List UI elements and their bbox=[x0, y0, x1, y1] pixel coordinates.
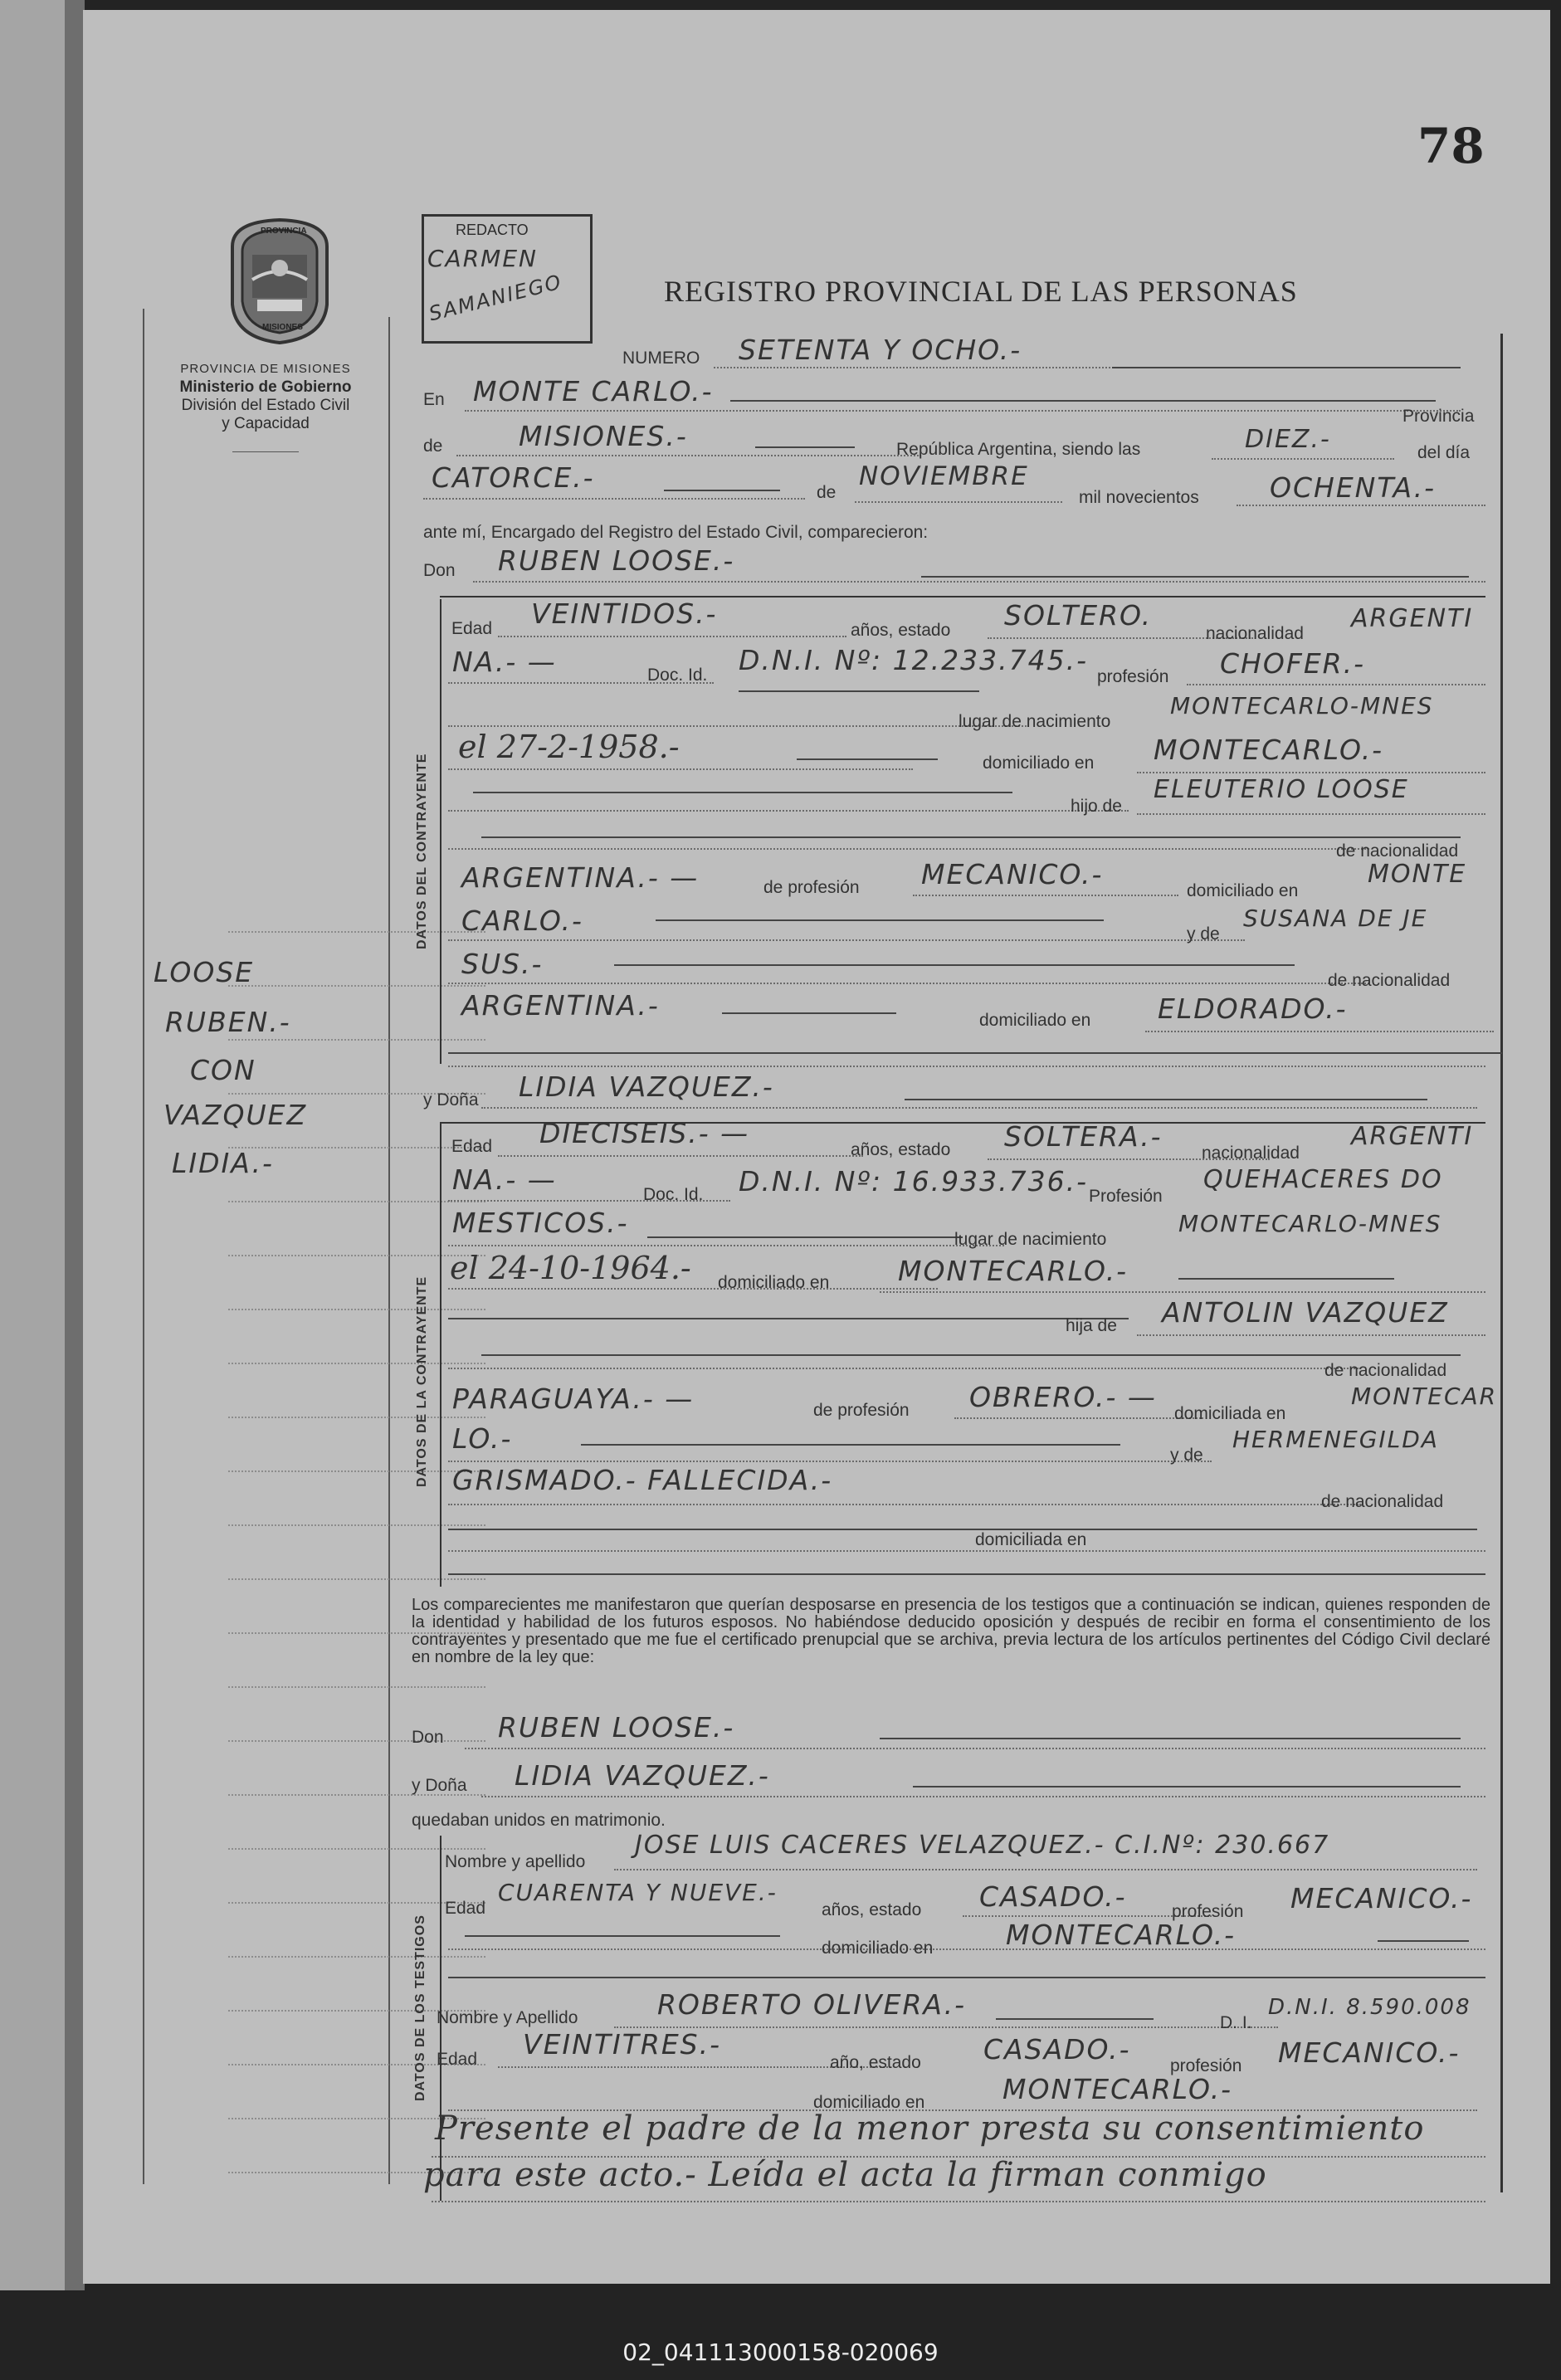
contrayente-f-section-label: DATOS DE LA CONTRAYENTE bbox=[415, 1275, 429, 1487]
sidebar-right-rule bbox=[388, 317, 390, 2184]
redactado-stamp bbox=[422, 214, 593, 344]
t1-dom-value: MONTECARLO.- bbox=[1006, 1919, 1237, 1951]
f-lugar-nac-value: MONTECARLO-MNES bbox=[1178, 1210, 1442, 1237]
f-edad-value: DIECISEIS.- — bbox=[539, 1117, 750, 1149]
dia-value: CATORCE.- bbox=[432, 461, 595, 494]
t2-edad-value: VEINTITRES.- bbox=[523, 2028, 722, 2061]
f-padre-value: ANTOLIN VAZQUEZ bbox=[1162, 1296, 1449, 1329]
f-y-de-label: y de bbox=[1170, 1446, 1203, 1465]
f-nacionalidad-value-2: NA.- — bbox=[452, 1163, 557, 1196]
c-y-de-label: y de bbox=[1187, 924, 1220, 944]
c-doc-value: D.N.I. Nº: 12.233.745.- bbox=[739, 644, 1088, 676]
margin-note-line-5: LIDIA.- bbox=[172, 1147, 274, 1179]
f-padre-dom-value-2: LO.- bbox=[452, 1422, 513, 1455]
margin-note-line-3: CON bbox=[190, 1054, 256, 1086]
f-estado-label: años, estado bbox=[851, 1140, 951, 1159]
t2-estado-value: CASADO.- bbox=[983, 2033, 1131, 2065]
t2-nombre-label: Nombre y Apellido bbox=[437, 2008, 578, 2027]
c-padre-prof-value: MECANICO.- bbox=[921, 858, 1104, 890]
decl-don-value: RUBEN LOOSE.- bbox=[498, 1711, 735, 1744]
c-madre-value-2: SUS.- bbox=[461, 948, 544, 980]
f-profesion-value-1: QUEHACERES DO bbox=[1203, 1165, 1443, 1194]
en-value: MONTE CARLO.- bbox=[473, 375, 714, 407]
contrayente-f-rule bbox=[440, 1122, 441, 1587]
sidebar-ruling bbox=[228, 931, 485, 933]
t2-prof-value: MECANICO.- bbox=[1278, 2036, 1461, 2069]
decl-unidos: quedaban unidos en matrimonio. bbox=[412, 1811, 666, 1830]
contrayente-rule bbox=[440, 599, 441, 1064]
f-estado-value: SOLTERA.- bbox=[1004, 1120, 1163, 1153]
t2-estado-label: año, estado bbox=[830, 2053, 921, 2072]
provincia-label: Provincia bbox=[1402, 407, 1475, 426]
c-padre-nac-value: ARGENTINA.- — bbox=[461, 861, 700, 894]
c-edad-label: Edad bbox=[451, 619, 493, 638]
t1-dom-label: domiciliado en bbox=[822, 1939, 934, 1958]
c-padre-prof-label: de profesión bbox=[763, 878, 860, 897]
closing-line-1: Presente el padre de la menor presta su consentimiento bbox=[435, 2109, 1425, 2148]
del-dia-label: del día bbox=[1417, 443, 1471, 462]
t2-dom-label: domiciliado en bbox=[813, 2093, 925, 2112]
c-lugar-nac-label: lugar de nacimiento bbox=[959, 712, 1111, 731]
f-padre-dom-label: domiciliada en bbox=[1174, 1404, 1286, 1423]
document-title: REGISTRO PROVINCIAL DE LAS PERSONAS bbox=[664, 275, 1298, 308]
c-profesion-value: CHOFER.- bbox=[1220, 647, 1365, 680]
numero-value: SETENTA Y OCHO.- bbox=[739, 334, 1022, 366]
f-madre-value-2: GRISMADO.- FALLECIDA.- bbox=[452, 1464, 833, 1496]
c-domicilio-label: domiciliado en bbox=[983, 754, 1095, 773]
f-edad-label: Edad bbox=[451, 1137, 493, 1156]
t1-nombre-label: Nombre y apellido bbox=[445, 1852, 586, 1871]
don-value: RUBEN LOOSE.- bbox=[498, 544, 735, 577]
de-label: de bbox=[423, 436, 443, 456]
t1-estado-value: CASADO.- bbox=[979, 1880, 1127, 1913]
f-madre-dom-label: domiciliada en bbox=[975, 1530, 1087, 1549]
c-edad-value: VEINTIDOS.- bbox=[531, 597, 718, 630]
dona-value: LIDIA VAZQUEZ.- bbox=[519, 1071, 774, 1103]
f-lugar-nac-label: lugar de nacimiento bbox=[954, 1230, 1107, 1249]
en-label: En bbox=[423, 390, 445, 409]
t2-doc-label: D. I. bbox=[1220, 2013, 1252, 2032]
c-madre-dom-value: ELDORADO.- bbox=[1158, 992, 1348, 1025]
c-lugar-nac-value: MONTECARLO-MNES bbox=[1170, 692, 1434, 719]
ministry-capacity: y Capacidad bbox=[222, 415, 310, 432]
seal-bottom-text: MISIONES bbox=[262, 323, 303, 332]
t1-nombre-value: JOSE LUIS CACERES VELAZQUEZ.- C.I.Nº: 230.667 bbox=[635, 1831, 1330, 1860]
c-profesion-label: profesión bbox=[1097, 667, 1169, 686]
c-madre-nac-value: ARGENTINA.- bbox=[461, 989, 660, 1022]
f-hija-label: hija de bbox=[1066, 1316, 1117, 1335]
f-madre-nac-label: de nacionalidad bbox=[1321, 1492, 1444, 1511]
f-padre-prof-value: OBRERO.- — bbox=[969, 1381, 1157, 1413]
c-estado-value: SOLTERO. bbox=[1004, 599, 1153, 632]
main-right-rule bbox=[1500, 334, 1503, 2192]
margin-note-line-1: LOOSE bbox=[154, 956, 255, 988]
dona-label: y Doña bbox=[423, 1090, 479, 1110]
closing-line-2: para este acto.- Leída el acta la firman conmigo bbox=[423, 2156, 1267, 2194]
decl-don-label: Don bbox=[412, 1728, 444, 1747]
ministry-division: División del Estado Civil bbox=[181, 397, 350, 414]
t1-prof-label: profesión bbox=[1172, 1902, 1244, 1921]
f-fecha-value: el 24-10-1964.- bbox=[450, 1250, 691, 1286]
contrayente-section-label: DATOS DEL CONTRAYENTE bbox=[415, 753, 429, 949]
de-value: MISIONES.- bbox=[519, 420, 688, 452]
f-de-nac-label: de nacionalidad bbox=[1324, 1361, 1447, 1380]
ante-label: ante mí, Encargado del Registro del Estado Civil, comparecieron: bbox=[423, 523, 929, 542]
de-mes-label: de bbox=[817, 483, 837, 502]
t1-edad-value: CUARENTA Y NUEVE.- bbox=[498, 1879, 778, 1906]
t2-doc-value: D.N.I. 8.590.008 bbox=[1268, 1995, 1471, 2020]
mes-value: NOVIEMBRE bbox=[859, 461, 1029, 491]
c-padre-dom-value-1: MONTE bbox=[1368, 860, 1467, 889]
image-caption: 02_041113000158-020069 bbox=[622, 2339, 939, 2366]
binding-shadow bbox=[65, 0, 85, 2290]
c-estado-label: años, estado bbox=[851, 621, 951, 640]
t1-edad-label: Edad bbox=[445, 1899, 486, 1918]
decl-dona-label: y Doña bbox=[412, 1776, 467, 1795]
f-nacionalidad-value-1: ARGENTI bbox=[1351, 1122, 1474, 1151]
f-nacionalidad-label: nacionalidad bbox=[1202, 1144, 1300, 1163]
c-fecha-value: el 27-2-1958.- bbox=[458, 729, 680, 765]
c-nacionalidad-value-2: NA.- — bbox=[452, 646, 557, 678]
hora-value: DIEZ.- bbox=[1245, 425, 1331, 454]
redactado-name-1: CARMEN bbox=[427, 245, 538, 272]
f-padre-prof-label: de profesión bbox=[813, 1401, 910, 1420]
c-padre-value: ELEUTERIO LOOSE bbox=[1154, 775, 1409, 804]
redactado-label: REDACTO bbox=[456, 222, 529, 238]
f-padre-dom-value-1: MONTECAR bbox=[1351, 1383, 1498, 1410]
c-madre-nac-label: de nacionalidad bbox=[1328, 971, 1451, 990]
c-hijo-label: hijo de bbox=[1071, 797, 1122, 816]
testigos-section-label: DATOS DE LOS TESTIGOS bbox=[413, 1914, 427, 2101]
sidebar-left-rule bbox=[143, 309, 144, 2184]
ministry-block bbox=[133, 360, 398, 433]
c-nacionalidad-label: nacionalidad bbox=[1206, 624, 1304, 643]
t2-dom-value: MONTECARLO.- bbox=[1002, 2073, 1233, 2105]
c-de-nac-label: de nacionalidad bbox=[1336, 841, 1459, 861]
f-doc-value: D.N.I. Nº: 16.933.736.- bbox=[739, 1165, 1088, 1197]
t1-estado-label: años, estado bbox=[822, 1900, 922, 1919]
f-padre-nac-value: PARAGUAYA.- — bbox=[452, 1383, 695, 1415]
margin-note-line-2: RUBEN.- bbox=[165, 1006, 291, 1038]
c-padre-dom-label: domiciliado en bbox=[1187, 881, 1299, 900]
c-padre-dom-value-2: CARLO.- bbox=[461, 905, 583, 937]
decl-dona-value: LIDIA VAZQUEZ.- bbox=[515, 1759, 770, 1792]
f-madre-value-1: HERMENEGILDA bbox=[1232, 1426, 1439, 1453]
numero-label: NUMERO bbox=[622, 349, 700, 368]
t1-prof-value: MECANICO.- bbox=[1290, 1882, 1473, 1914]
c-madre-dom-label: domiciliado en bbox=[979, 1011, 1091, 1030]
declaration-text: Los comparecientes me manifestaron que querían desposarse en presencia de los testigos que a continuación se indican, quienes responden de la identidad y habilidad de los futuros esposos. No habiéndose deducido oposición y después de recibir en forma el consentimiento de los contrayentes y presentado que me fue el certificado prenupcial que se archiva, previa lectura de los artículos pertinentes del Código Civil declaré en nombre de la ley que: bbox=[412, 1596, 1490, 1666]
t2-nombre-value: ROBERTO OLIVERA.- bbox=[657, 1988, 966, 2021]
f-profesion-value-2: MESTICOS.- bbox=[452, 1207, 629, 1239]
republica-label: República Argentina, siendo las bbox=[896, 440, 1141, 459]
f-domicilio-value: MONTECARLO.- bbox=[898, 1255, 1129, 1287]
document-page bbox=[83, 10, 1550, 2284]
redactado-name-2: SAMANIEGO bbox=[427, 270, 565, 326]
provincial-seal bbox=[224, 213, 335, 346]
t2-edad-label: Edad bbox=[437, 2050, 478, 2069]
mil-label: mil novecientos bbox=[1079, 488, 1199, 507]
seal-top-text: PROVINCIA bbox=[261, 227, 307, 236]
page-number: 78 bbox=[1417, 118, 1485, 174]
f-profesion-label: Profesión bbox=[1089, 1187, 1163, 1206]
ministry-province: PROVINCIA DE MISIONES bbox=[180, 362, 351, 376]
f-domicilio-label: domiciliado en bbox=[718, 1273, 830, 1292]
f-doc-label: Doc. Id. bbox=[643, 1185, 704, 1204]
c-nacionalidad-value-1: ARGENTI bbox=[1351, 604, 1474, 633]
c-madre-value-1: SUSANA DE JE bbox=[1243, 905, 1428, 932]
c-domicilio-value: MONTECARLO.- bbox=[1154, 734, 1384, 766]
t2-prof-label: profesión bbox=[1170, 2056, 1242, 2075]
c-doc-label: Doc. Id. bbox=[647, 666, 708, 685]
ministry-name: Ministerio de Gobierno bbox=[179, 378, 352, 396]
margin-note-line-4: VAZQUEZ bbox=[163, 1099, 308, 1131]
don-label: Don bbox=[423, 561, 456, 580]
anio-value: OCHENTA.- bbox=[1270, 471, 1437, 504]
